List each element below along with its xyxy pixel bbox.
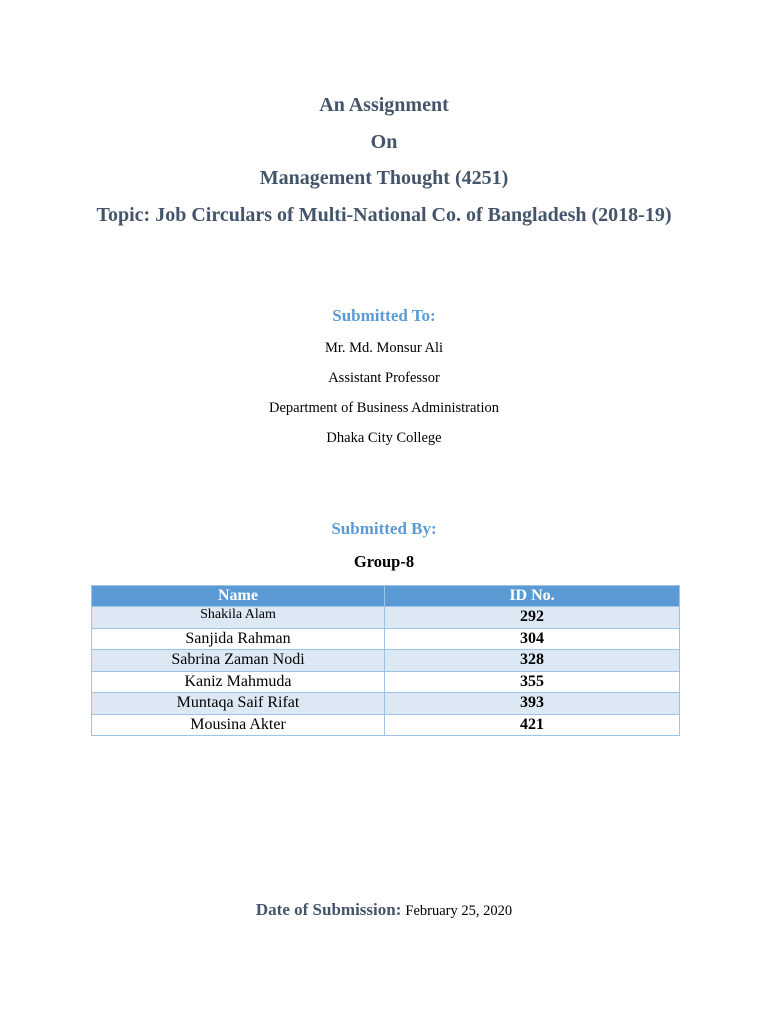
title-line-topic: Topic: Job Circulars of Multi-National Co. of Bangladesh (2018-19) xyxy=(96,203,672,226)
table-row xyxy=(92,693,680,715)
table-row xyxy=(92,714,680,736)
group-label: Group-8 xyxy=(353,552,415,571)
member-id-cell: 393 xyxy=(385,693,680,715)
submitted-by-heading: Submitted By: xyxy=(331,519,437,538)
title-line-on: On xyxy=(370,130,398,153)
member-id-cell: 292 xyxy=(385,607,680,629)
table-row xyxy=(92,671,680,693)
table-row xyxy=(92,607,680,629)
table-header-row xyxy=(92,586,680,607)
column-header-id: ID No. xyxy=(385,586,680,607)
submission-date-label: Date of Submission: xyxy=(255,900,402,919)
submission-date-value: February 25, 2020 xyxy=(405,903,513,919)
recipient-details xyxy=(0,337,768,457)
table-row xyxy=(92,628,680,650)
member-name-cell: Muntaqa Saif Rifat xyxy=(92,693,385,715)
recipient-name: Mr. Md. Monsur Ali xyxy=(324,340,444,356)
assignment-title-block xyxy=(0,88,768,234)
table-row xyxy=(92,650,680,672)
recipient-institution: Dhaka City College xyxy=(326,430,442,446)
recipient-position: Assistant Professor xyxy=(328,370,440,386)
title-line-assignment: An Assignment xyxy=(319,94,449,116)
group-members-table xyxy=(91,585,680,736)
member-id-cell: 421 xyxy=(385,714,680,736)
recipient-department: Department of Business Administration xyxy=(269,400,499,416)
member-name-cell: Kaniz Mahmuda xyxy=(92,671,385,693)
member-id-cell: 304 xyxy=(385,628,680,650)
title-line-course: Management Thought (4251) xyxy=(259,167,509,189)
member-id-cell: 355 xyxy=(385,671,680,693)
member-id-cell: 328 xyxy=(385,650,680,672)
member-name-cell: Sabrina Zaman Nodi xyxy=(92,650,385,672)
member-name-cell: Mousina Akter xyxy=(92,714,385,736)
column-header-name: Name xyxy=(92,586,385,607)
member-name-cell: Sanjida Rahman xyxy=(92,628,385,650)
submission-date-line xyxy=(0,900,768,920)
submitted-to-heading: Submitted To: xyxy=(332,306,436,325)
member-name-cell: Shakila Alam xyxy=(92,607,385,629)
